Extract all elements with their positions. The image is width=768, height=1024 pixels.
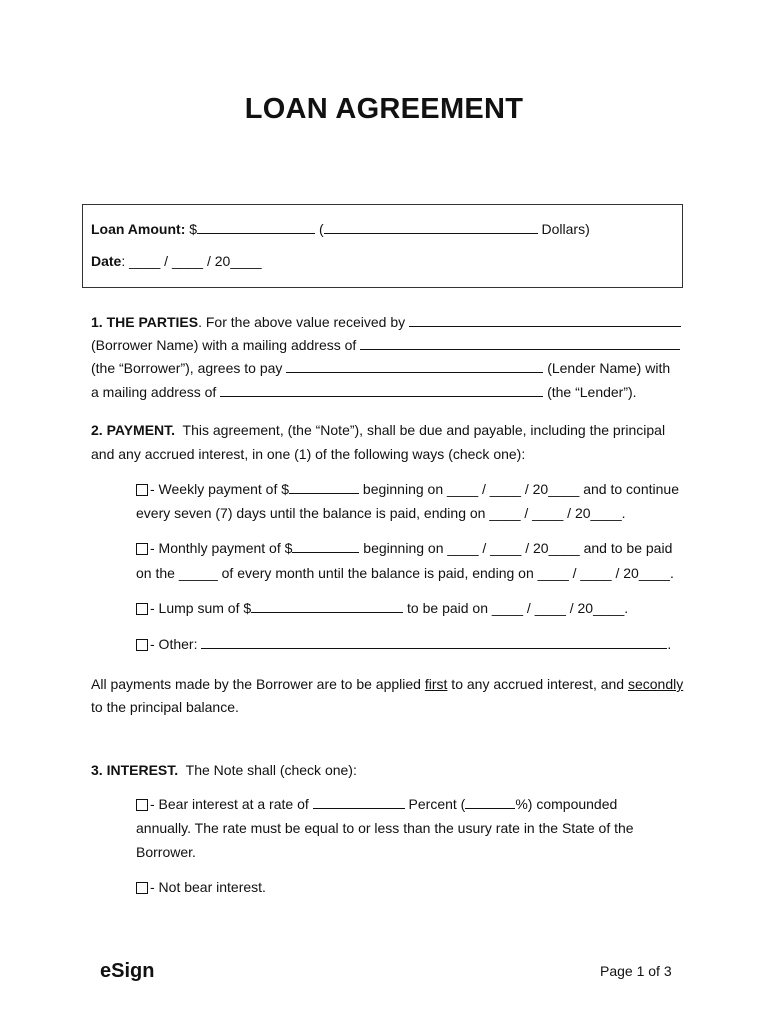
document-title: LOAN AGREEMENT: [244, 93, 524, 125]
bear-interest-row: [136, 795, 617, 813]
parties-line-2: [91, 336, 680, 354]
interest-rate-field[interactable]: [313, 796, 405, 809]
lender-name-field[interactable]: [286, 360, 543, 373]
other-field[interactable]: [201, 636, 667, 649]
dollar-sign: $: [189, 221, 198, 237]
paren-open: (: [318, 221, 324, 237]
parties-line-4: [91, 383, 637, 401]
not-bear-interest-row: [136, 878, 266, 896]
date-field[interactable]: : ____ / ____ / 20____: [121, 253, 262, 269]
payment-heading: 2. PAYMENT.: [91, 422, 176, 438]
payment-text-1: This agreement, (the “Note”), shall be due and payable, including the principal: [175, 422, 666, 438]
loan-amount-field[interactable]: [197, 221, 315, 234]
payment-line-2: and any accrued interest, in one (1) of the following ways (check one):: [91, 446, 526, 462]
loan-amount-row: [91, 220, 590, 238]
monthly-text-b: beginning on ____ / ____ / 20____ and to be paid: [363, 540, 673, 556]
parties-text-4a: a mailing address of: [91, 384, 217, 400]
not-bear-text: - Not bear interest.: [150, 879, 266, 895]
lump-text-b: to be paid on ____ / ____ / 20____.: [407, 600, 629, 616]
applied-text-a: All payments made by the Borrower are to be applied: [91, 676, 425, 692]
interest-percent-field[interactable]: [465, 796, 515, 809]
weekly-checkbox[interactable]: [136, 484, 148, 496]
monthly-amount-field[interactable]: [292, 540, 359, 553]
date-label: Date: [91, 253, 122, 269]
bear-text-a: - Bear interest at a rate of: [150, 796, 309, 812]
loan-summary-box: [82, 204, 683, 288]
lender-address-field[interactable]: [220, 384, 543, 397]
parties-line-3: [91, 359, 670, 377]
applied-secondly: secondly: [627, 676, 684, 692]
applied-text-b: to any accrued interest, and: [447, 676, 628, 692]
parties-text-1: . For the above value received by: [198, 314, 406, 330]
weekly-text-a: - Weekly payment of $: [150, 481, 290, 497]
lump-amount-field[interactable]: [251, 600, 403, 613]
parties-text-2: (Borrower Name) with a mailing address of: [91, 337, 357, 353]
other-text: - Other:: [150, 636, 198, 652]
weekly-amount-field[interactable]: [289, 481, 359, 494]
page-number: Page 1 of 3: [600, 963, 672, 979]
loan-amount-label: Loan Amount:: [91, 221, 186, 237]
weekly-option-row: [136, 480, 679, 498]
parties-line-1: [91, 313, 681, 331]
parties-heading: 1. THE PARTIES: [91, 314, 199, 330]
not-bear-interest-checkbox[interactable]: [136, 882, 148, 894]
interest-heading: 3. INTEREST.: [91, 762, 179, 778]
other-end: .: [667, 636, 672, 652]
borrower-name-field[interactable]: [409, 314, 681, 327]
monthly-checkbox[interactable]: [136, 543, 148, 555]
lump-option-row: [136, 599, 628, 617]
bear-text-l2: annually. The rate must be equal to or less than the usury rate in the State of the: [136, 820, 634, 836]
date-row: [91, 252, 261, 270]
applied-first: first: [424, 676, 448, 692]
borrower-address-field[interactable]: [360, 337, 680, 350]
interest-intro: The Note shall (check one):: [178, 762, 357, 778]
bear-interest-checkbox[interactable]: [136, 799, 148, 811]
dollars-label: Dollars): [541, 221, 590, 237]
lump-checkbox[interactable]: [136, 603, 148, 615]
interest-line-1: [91, 761, 357, 779]
other-option-row: [136, 635, 671, 653]
loan-amount-words-field[interactable]: [324, 221, 538, 234]
other-checkbox[interactable]: [136, 639, 148, 651]
parties-text-4b: (the “Lender”).: [547, 384, 637, 400]
bear-text-l3: Borrower.: [136, 844, 196, 860]
weekly-text-c: every seven (7) days until the balance is paid, ending on ____ / ____ / 20____.: [136, 505, 626, 521]
parties-text-3a: (the “Borrower”), agrees to pay: [91, 360, 283, 376]
monthly-text-a: - Monthly payment of $: [150, 540, 293, 556]
esign-logo: eSign: [100, 960, 155, 982]
monthly-text-c: on the _____ of every month until the balance is paid, ending on ____ / ____ / 20____.: [136, 565, 674, 581]
bear-text-b: Percent (: [408, 796, 466, 812]
weekly-text-b: beginning on ____ / ____ / 20____ and to continue: [362, 481, 679, 497]
bear-text-c: %) compounded: [515, 796, 618, 812]
monthly-option-row: [136, 539, 672, 557]
parties-text-3b: (Lender Name) with: [547, 360, 671, 376]
applied-line-2: to the principal balance.: [91, 699, 239, 715]
applied-line-1: [91, 675, 683, 693]
lump-text-a: - Lump sum of $: [150, 600, 252, 616]
payment-line-1: [91, 421, 665, 439]
